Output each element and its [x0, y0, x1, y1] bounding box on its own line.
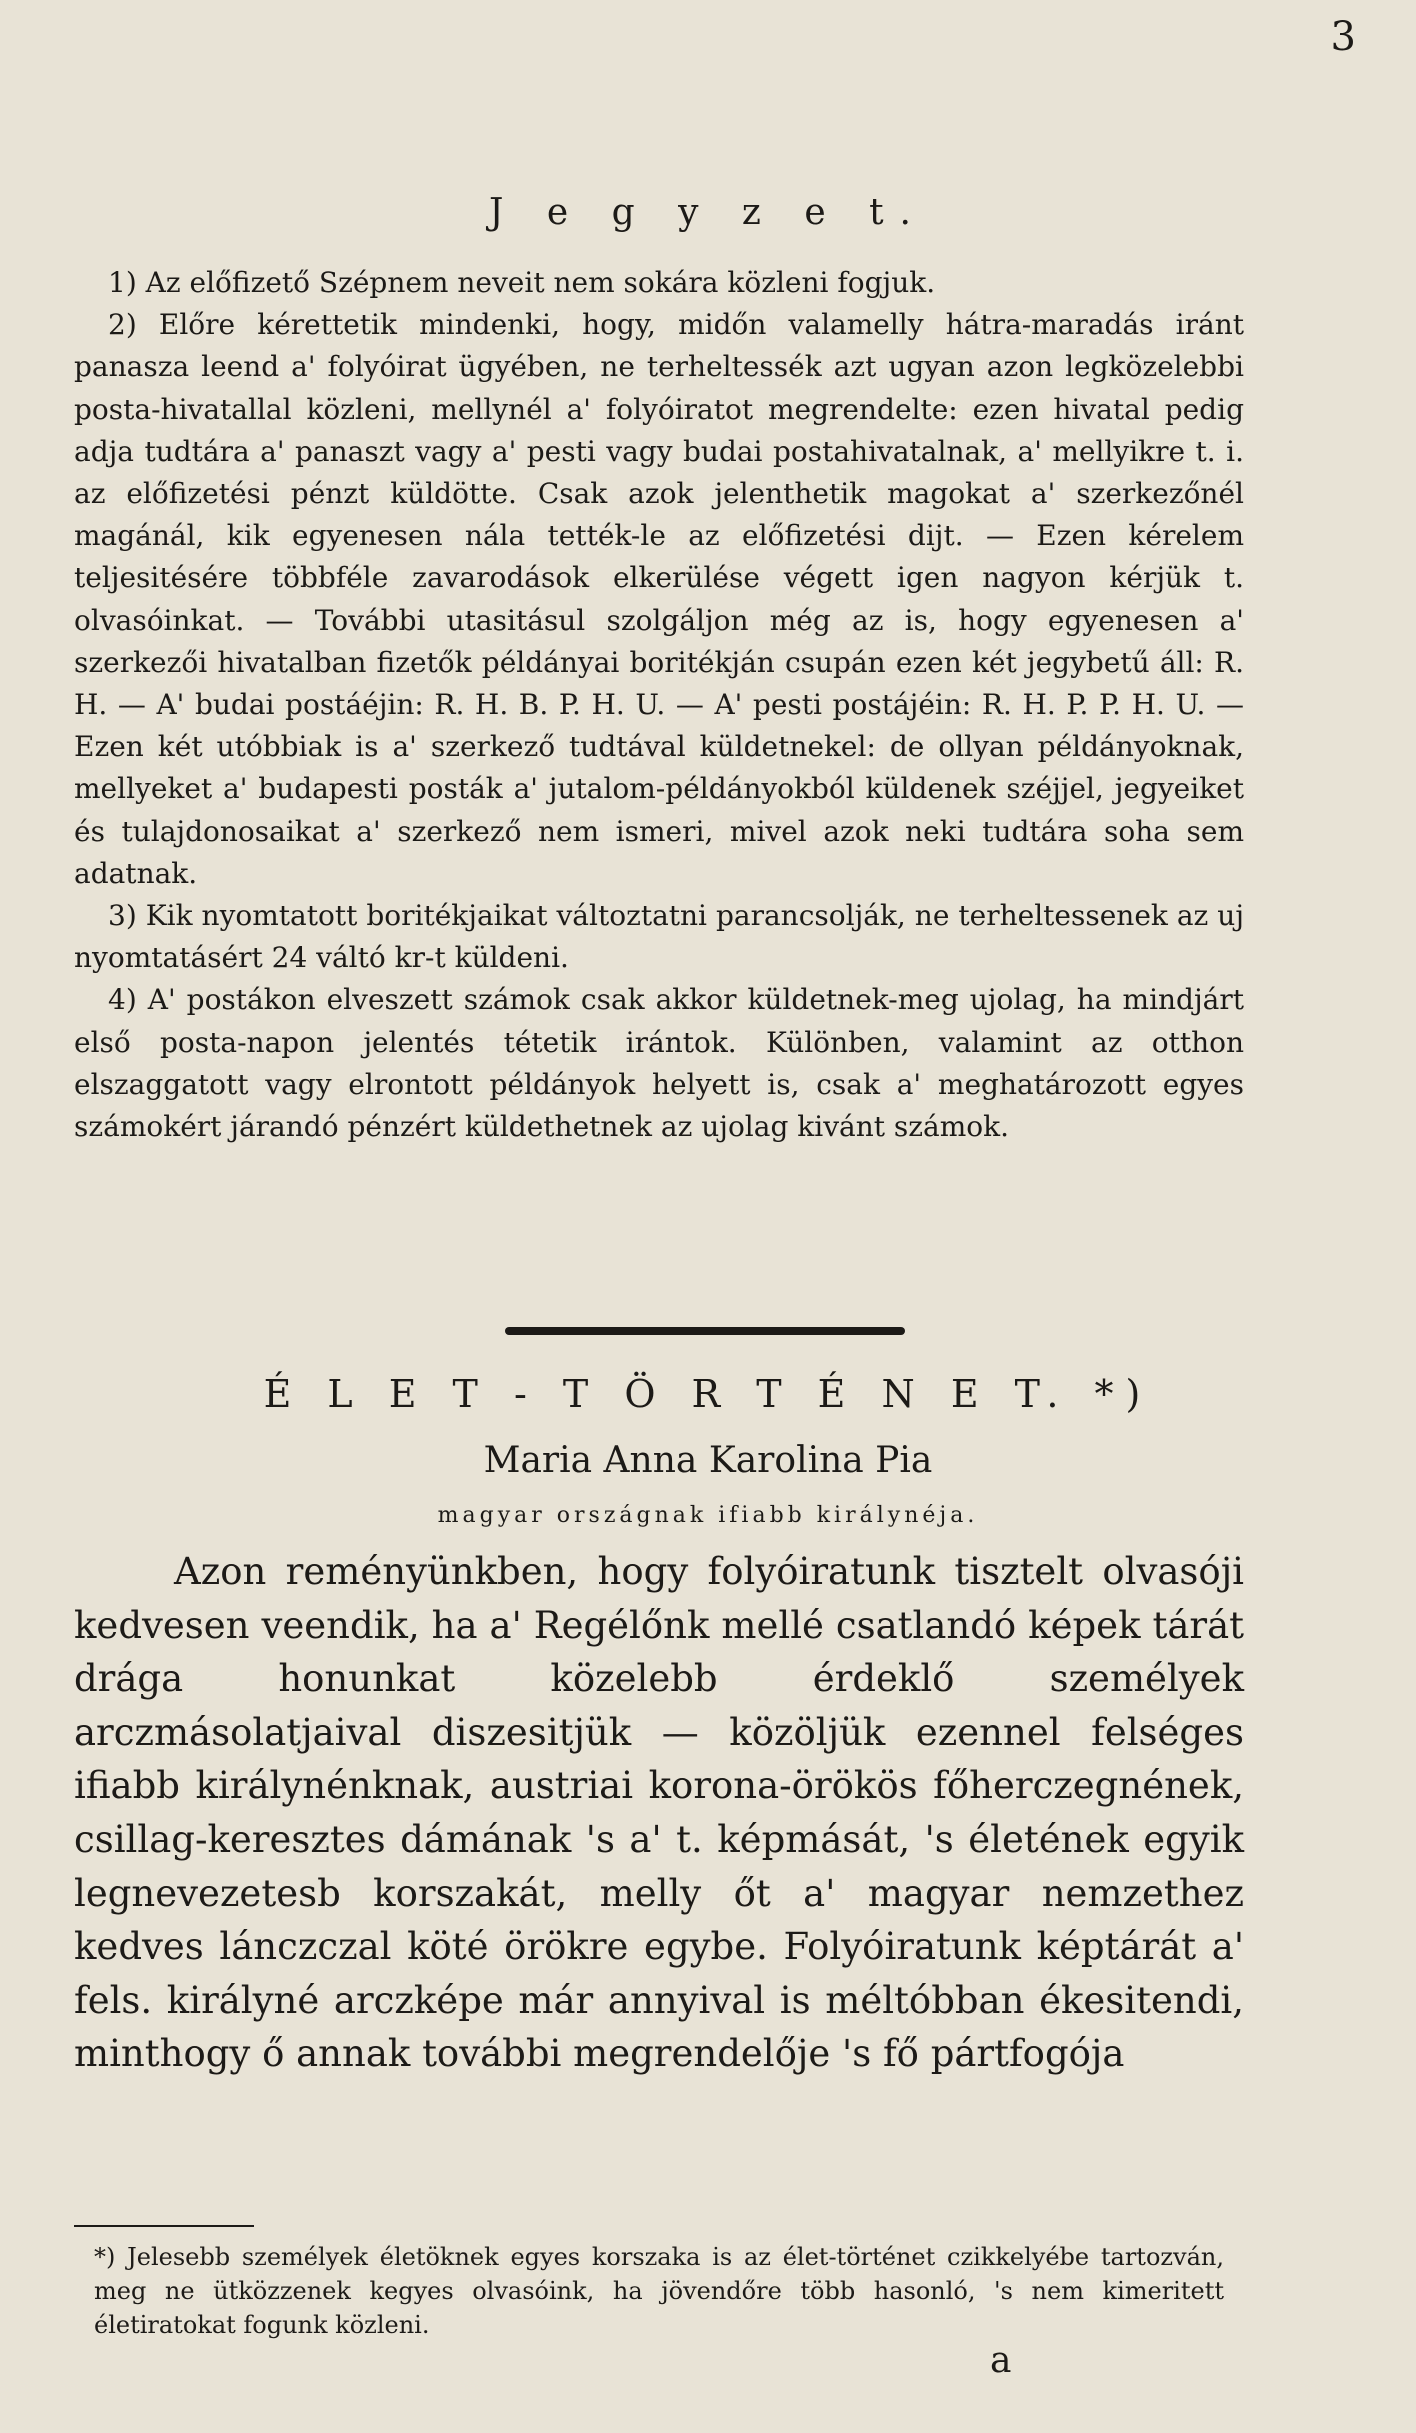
note-item: 2) Előre kérettetik mindenki, hogy, midőn valamelly hátra-maradás iránt panasza leend a' folyóirat ügyében, ne terheltessék azt ugyan azon legközelebbi posta-hivatallal közleni, mellynél a' folyóiratot megrendelte: ezen hivatal pedig adja tudtára a' panaszt vagy a' pesti vagy budai postahivatalnak, a' mellyikre t. i. az előfizetési pénzt küldötte. Csak azok jelenthetik magokat a' szerkezőnél magánál, kik egyenesen nála tették-le az előfizetési dijt. — Ezen kérelem teljesitésére többféle zavarodások elkerülése végett igen nagyon kérjük t. olvasóinkat. — További utasitásul szolgáljon még az is, hogy egyenesen a' szerkezői hivatalban fizetők példányai boritékján csupán ezen két jegybetű áll: R. H. — A' budai postáéjin: R. H. B. P. H. U. — A' pesti postájéin: R. H. P. P. H. U. — Ezen két utóbbiak is a' szerkező tudtával küldetnekel: de ollyan példányoknak, mellyeket a' budapesti posták a' jutalom-példányokból küldenek széjjel, jegyeiket és tulajdonosaikat a' szerkező nem ismeri, mivel azok neki tudtára soha sem adatnak.	[74, 308, 1244, 890]
page-number: 3	[1330, 14, 1356, 60]
footnote-divider	[74, 2225, 254, 2227]
note-item: 4) A' postákon elveszett számok csak akkor küldetnek-meg ujolag, ha mindjárt első posta-napon jelentés tétetik irántok. Különben, valamint az otthon elszaggatott vagy elrontott példányok helyett is, csak a' meghatározott egyes számokért járandó pénzért küldethetnek az ujolag kivánt számok.	[74, 983, 1244, 1144]
notes-section	[74, 262, 1244, 1148]
biography-body	[74, 1545, 1244, 2081]
biography-paragraph: Azon reményünkben, hogy folyóiratunk tisztelt olvasóji kedvesen veendik, ha a' Regélőnk mellé csatlandó képek tárát drága honunkat közelebb érdeklő személyek arczmásolatjaival diszesitjük — közöljük ezennel felséges ifiabb királynénknak, austriai korona-örökös főherczegnének, csillag-keresztes dámának 's a' t. képmását, 's életének egyik legnevezetesb korszakát, melly őt a' magyar nemzethez kedves lánczczal köté örökre egybe. Folyóiratunk képtárát a' fels. királyné arczképe már annyival is méltóbban ékesitendi, minthogy ő annak további megrendelője 's fő pártfogója	[74, 1550, 1244, 2076]
footnote-text: *) Jelesebb személyek életöknek egyes korszaka is az élet-történet czikkelyébe tartozván, meg ne ütközzenek kegyes olvasóink, ha jövendőre több hasonló, 's nem kimeritett életiratokat fogunk közleni.	[94, 2243, 1224, 2339]
footnote	[94, 2240, 1224, 2342]
note-item: 3) Kik nyomtatott boritékjaikat változtatni parancsolják, ne terheltessenek az uj nyomtatásért 24 váltó kr-t küldeni.	[74, 899, 1244, 975]
section-divider	[505, 1327, 905, 1335]
notes-title: J e g y z e t.	[489, 192, 927, 233]
biography-name: Maria Anna Karolina Pia	[483, 1440, 933, 1481]
signature-mark: a	[990, 2340, 1012, 2381]
note-item: 1) Az előfizető Szépnem neveit nem sokára közleni fogjuk.	[108, 266, 936, 299]
biography-title: É L E T - T Ö R T É N E T. *)	[263, 1372, 1153, 1416]
biography-subtitle: magyar országnak ifiabb királynéja.	[437, 1503, 979, 1528]
